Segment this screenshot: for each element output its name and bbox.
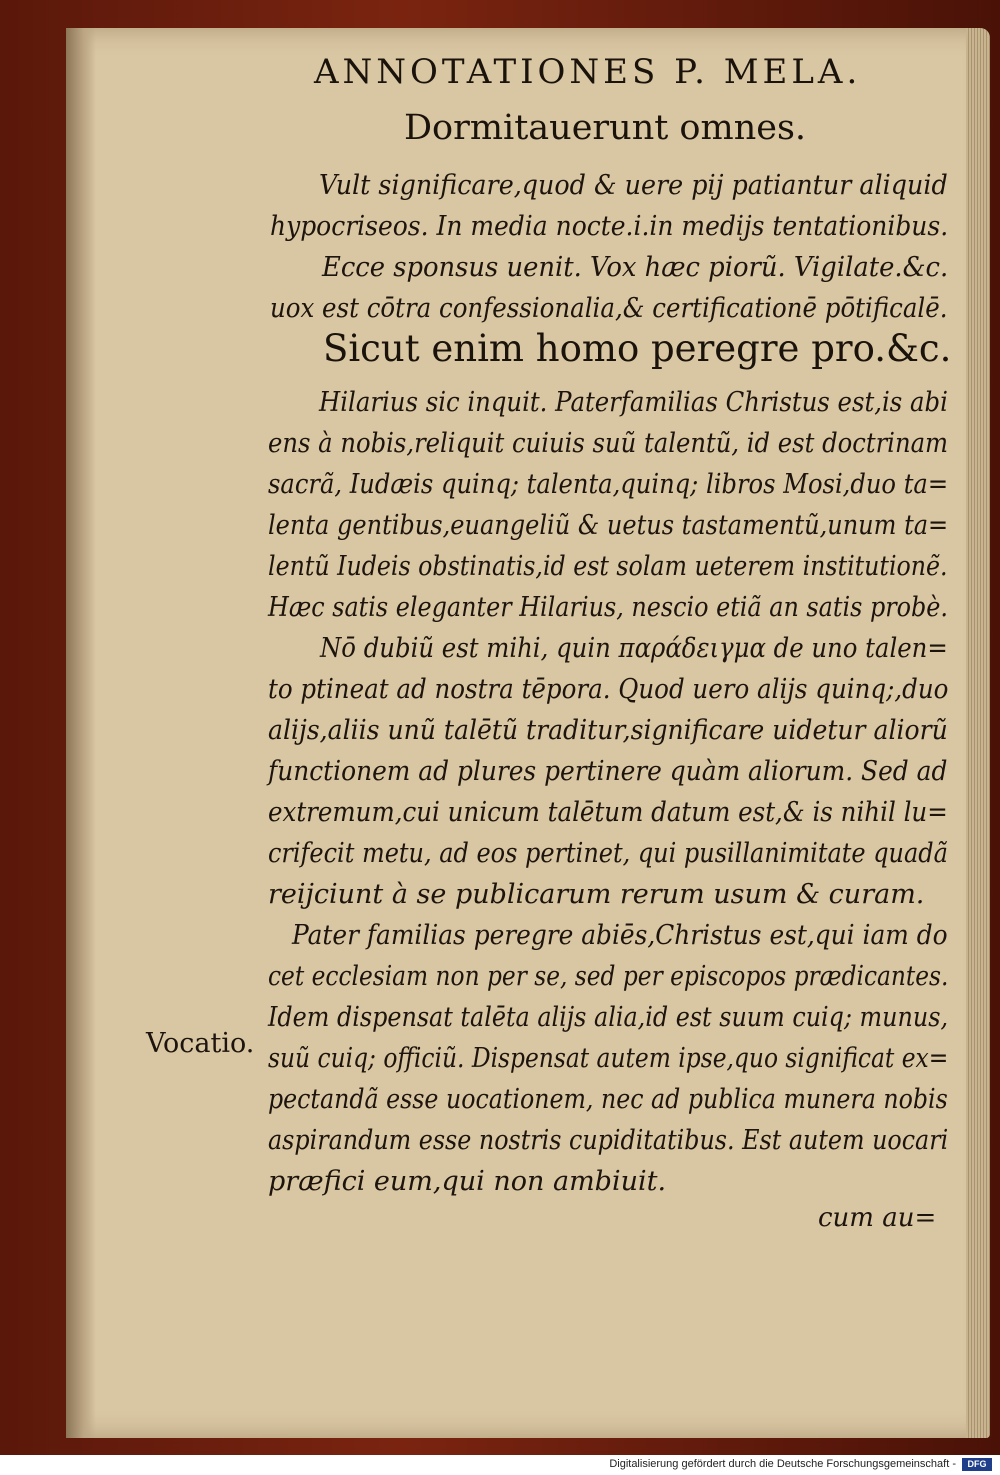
text-line: crifecit metu, ad eos pertinet, qui pusillanimitate quadã <box>268 838 948 869</box>
text-line: Pater familias peregre abiēs,Christus est,qui iam do <box>292 920 948 951</box>
section-heading: Sicut enim homo peregre pro.&c. <box>323 327 952 370</box>
footer-bar <box>0 1455 1000 1475</box>
catchword: cum au= <box>818 1203 937 1233</box>
text-line: functionem ad plures pertinere quàm aliorum. Sed ad <box>268 756 948 787</box>
text-line: suũ cuiq; officiũ. Dispensat autem ipse,quo significat ex= <box>268 1043 949 1074</box>
text-line: præfici eum,qui non ambiuit. <box>268 1166 667 1197</box>
page-gutter <box>66 28 96 1438</box>
text-line: Hilarius sic inquit. Paterfamilias Christus est,is abi <box>319 387 948 418</box>
dfg-logo[interactable]: DFG <box>962 1458 992 1471</box>
margin-note: Vocatio. <box>146 1028 255 1059</box>
running-head: ANNOTATIONES P. MELA. <box>314 52 862 92</box>
section-heading: Dormitauerunt omnes. <box>404 108 807 148</box>
footer-credit: Digitalisierung gefördert durch die Deutsche Forschungsgemeinschaft - <box>609 1458 956 1470</box>
text-line: sacrã, Iudæis quinq; talenta,quinq; libros Mosi,duo ta= <box>268 469 949 500</box>
text-line: ens à nobis,reliquit cuiuis suũ talentũ, id est doctrinam <box>268 428 949 459</box>
text-line: alijs,aliis unũ talētũ traditur,significare uidetur aliorũ <box>268 715 948 746</box>
page-edge <box>966 28 990 1438</box>
text-line: Nō dubiũ est mihi, quin παράδειγμα de uno talen= <box>320 633 948 664</box>
text-line: pectandã esse uocationem, nec ad publica munera nobis <box>268 1084 948 1115</box>
text-line: Vult significare,quod & uere pij patiantur aliquid <box>319 170 948 201</box>
text-line: Hæc satis eleganter Hilarius, nescio etiã an satis probè. <box>268 592 949 623</box>
text-line: Idem dispensat talēta alijs alia,id est suum cuiq; munus, <box>268 1002 949 1033</box>
text-line: reijciunt à se publicarum rerum usum & curam. <box>268 879 925 910</box>
text-line: Ecce sponsus uenit. Vox hæc piorũ. Vigilate.&c. <box>322 252 949 283</box>
text-line: to ptineat ad nostra tēpora. Quod uero alijs quinq;,duo <box>268 674 949 705</box>
text-line: uox est cōtra confessionalia,& certificationē pōtificalē. <box>270 293 948 324</box>
text-line: hypocriseos. In media nocte.i.in medijs tentationibus. <box>270 211 949 242</box>
text-line: lentũ Iudeis obstinatis,id est solam ueterem institutionẽ. <box>268 551 948 582</box>
text-line: extremum,cui unicum talētum datum est,& is nihil lu= <box>268 797 948 828</box>
text-line: aspirandum esse nostris cupiditatibus. Est autem uocari <box>268 1125 949 1156</box>
text-line: cet ecclesiam non per se, sed per episcopos prædicantes. <box>268 961 949 992</box>
text-line: lenta gentibus,euangeliũ & uetus tastamentũ,unum ta= <box>268 510 949 541</box>
